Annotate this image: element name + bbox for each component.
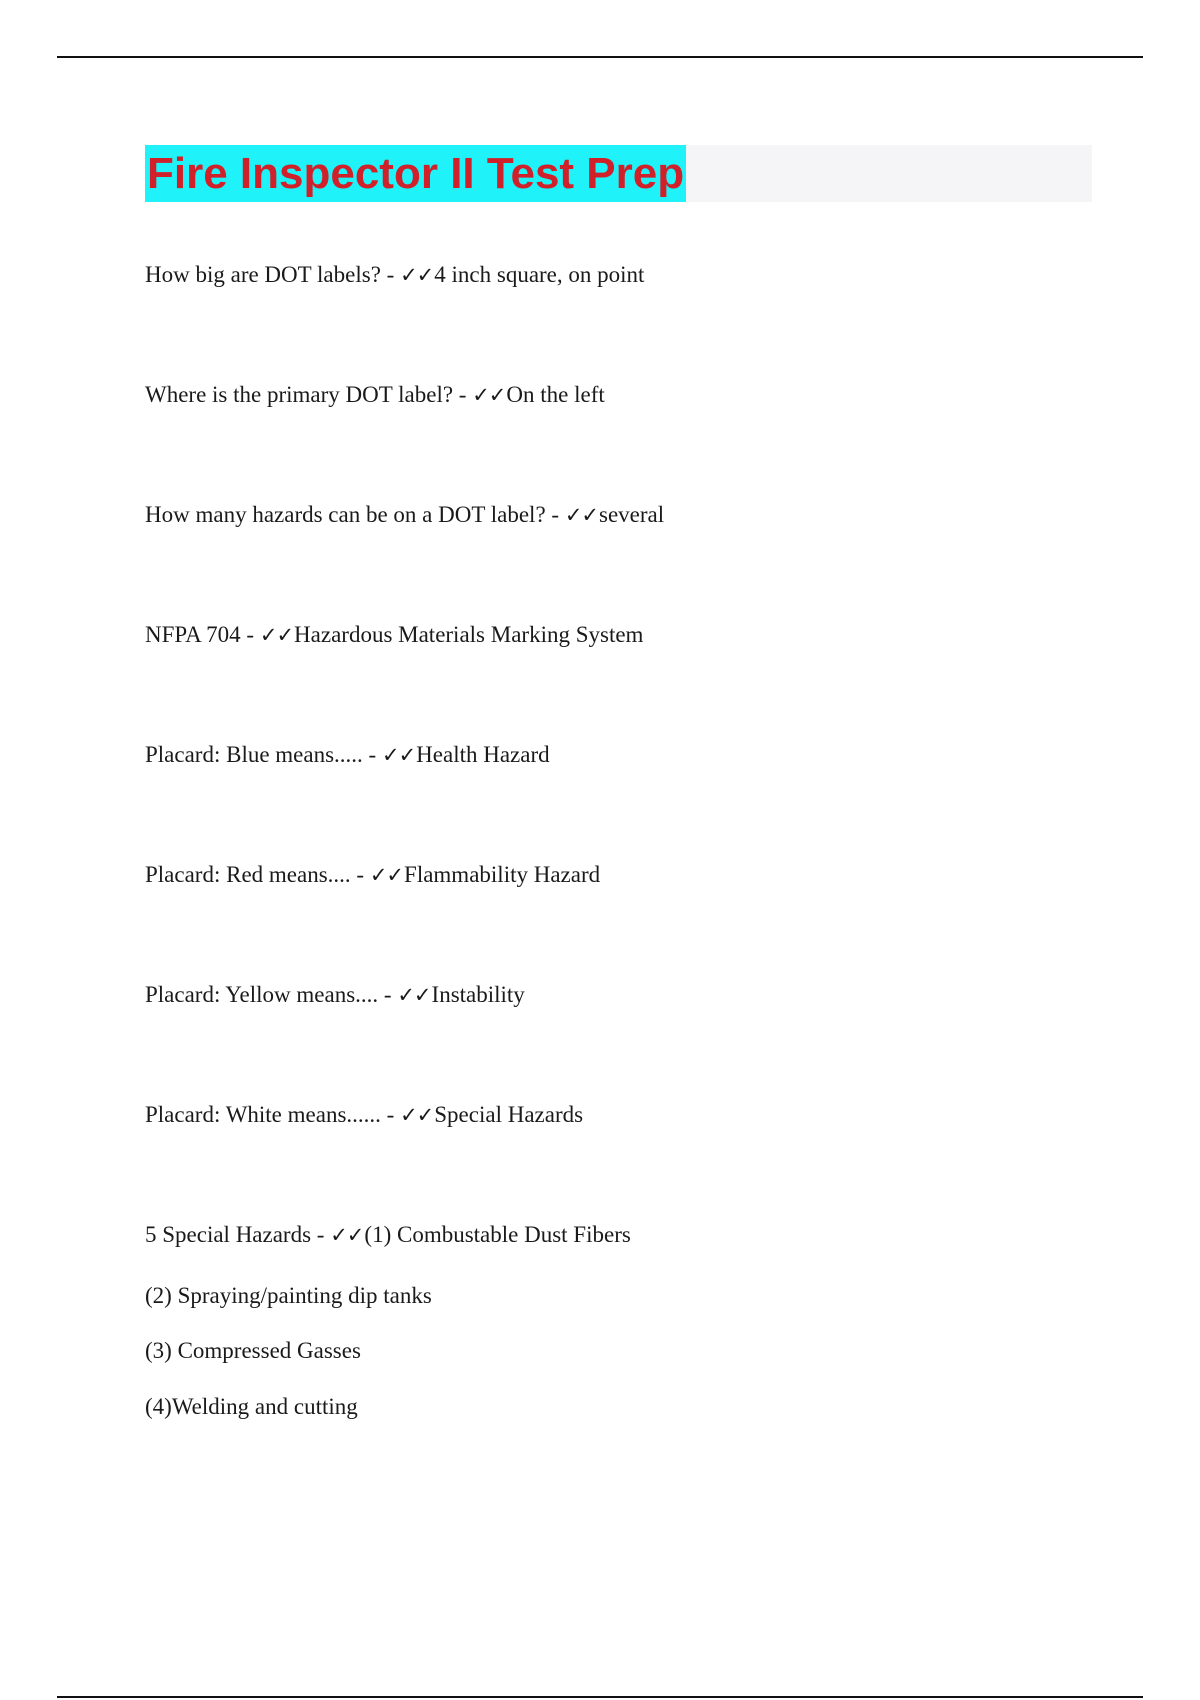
answer-text: Health Hazard [416,742,550,767]
double-check-icon: ✓✓ [369,863,404,887]
answer-text: 4 inch square, on point [434,262,645,287]
question-text: Placard: Yellow means.... - [145,982,398,1007]
question-text: Placard: Blue means..... - [145,742,382,767]
qa-item [145,501,664,529]
question-text: How many hazards can be on a DOT label? - [145,502,565,527]
question-text: 5 Special Hazards - [145,1222,331,1247]
answer-text: several [599,502,665,527]
question-text: NFPA 704 - [145,622,260,647]
qa-item [145,261,644,289]
answer-continuation-line: (4)Welding and cutting [145,1394,358,1419]
header-rule [57,56,1143,58]
answer-text: Special Hazards [434,1102,584,1127]
double-check-icon: ✓✓ [259,623,294,647]
answer-continuation-line: (2) Spraying/painting dip tanks [145,1283,432,1308]
question-text: Placard: White means...... - [145,1102,401,1127]
answer-text: Hazardous Materials Marking System [294,622,644,647]
double-check-icon: ✓✓ [381,743,416,767]
answer-text: Flammability Hazard [404,862,601,887]
question-text: How big are DOT labels? - [145,262,401,287]
qa-item [145,381,605,409]
document-title: Fire Inspector II Test Prep [145,145,686,202]
qa-item [145,1221,631,1249]
double-check-icon: ✓✓ [397,983,431,1007]
answer-text: On the left [506,382,605,407]
question-text: Where is the primary DOT label? - [145,382,473,407]
double-check-icon: ✓✓ [330,1223,364,1247]
qa-item [145,741,550,769]
question-text: Placard: Red means.... - [145,862,370,887]
double-check-icon: ✓✓ [400,263,434,287]
double-check-icon: ✓✓ [472,383,506,407]
qa-item [145,861,600,889]
qa-item [145,621,643,649]
qa-item [145,1101,583,1129]
double-check-icon: ✓✓ [400,1103,434,1127]
double-check-icon: ✓✓ [564,503,599,527]
footer-rule [57,1696,1143,1698]
answer-continuation-line: (3) Compressed Gasses [145,1338,361,1363]
qa-item [145,981,525,1009]
answer-text: Instability [431,982,525,1007]
answer-text: (1) Combustable Dust Fibers [364,1222,631,1247]
